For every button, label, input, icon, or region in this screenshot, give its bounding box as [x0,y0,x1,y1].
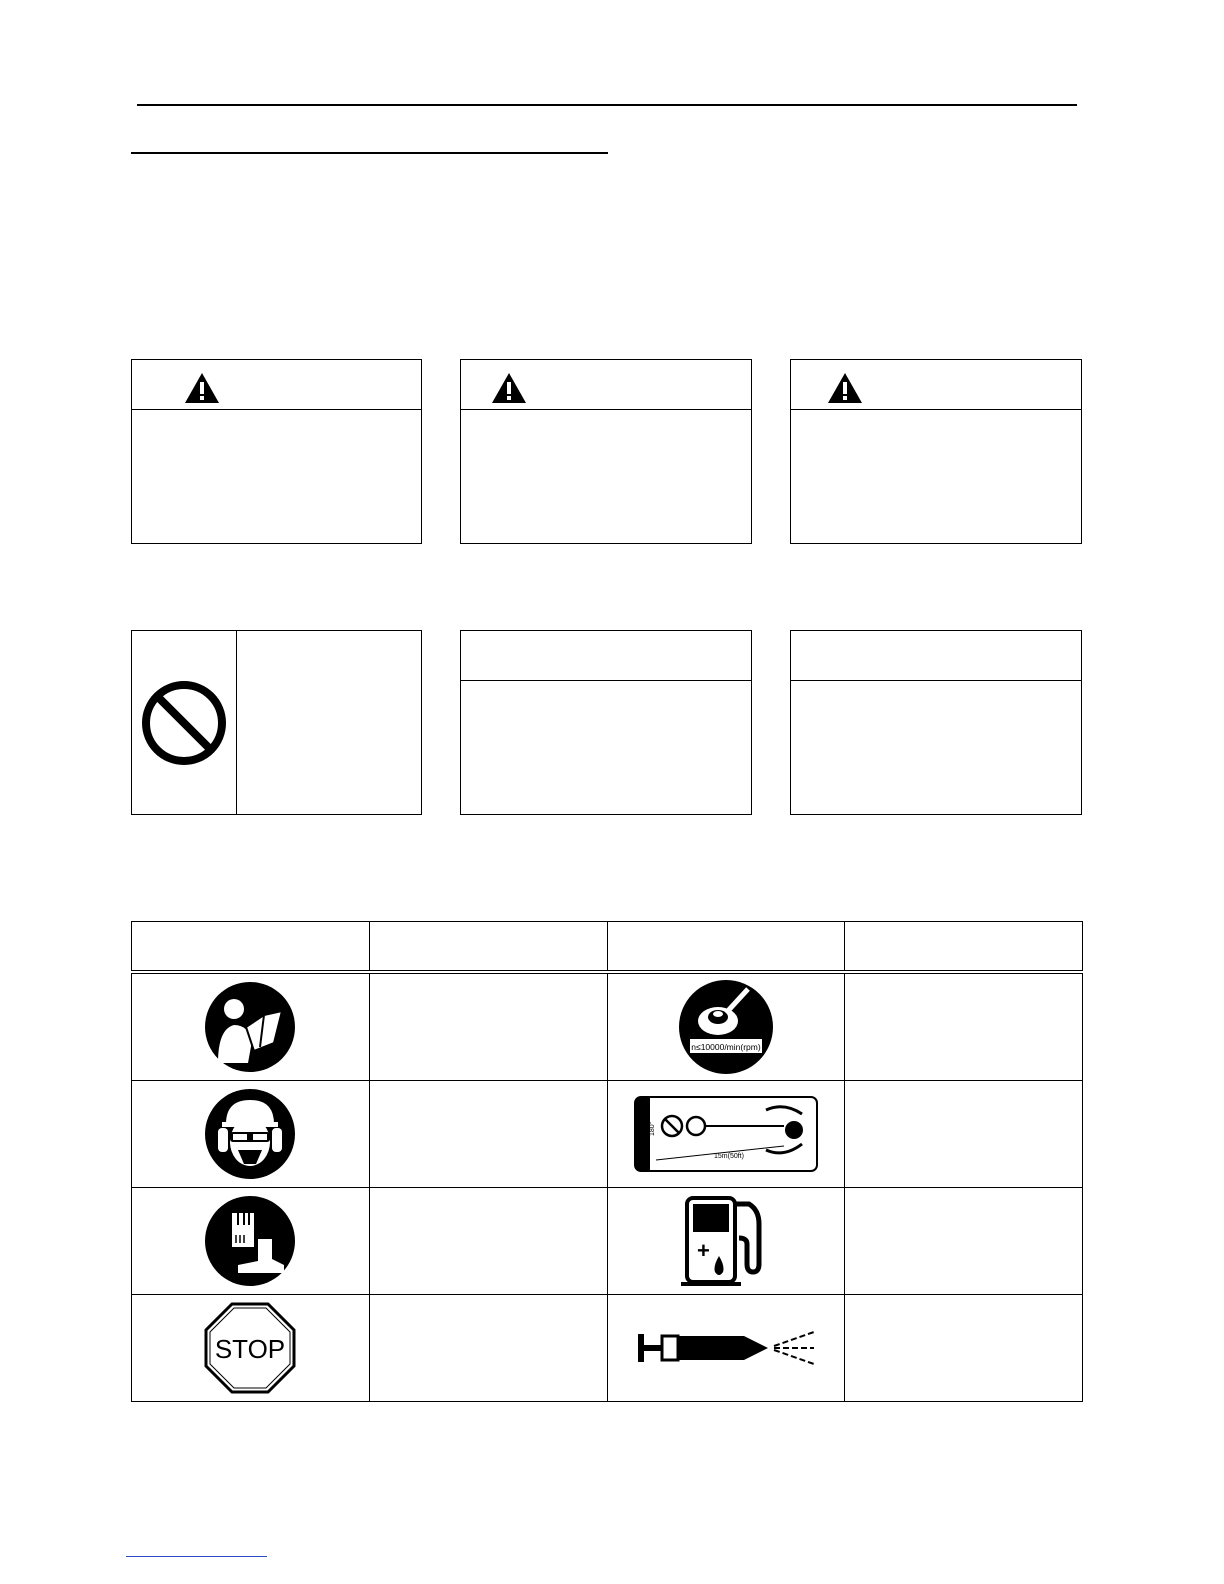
warning-triangle-icon [827,372,863,404]
prohibition-icon-cell [132,631,237,814]
read-manual-icon [204,981,296,1073]
symbol-cell [132,972,370,1081]
stop-sign-icon [204,1302,296,1394]
prohibition-box [131,630,422,815]
note-box-header [791,631,1081,681]
warning-box-header [791,360,1081,410]
description-cell [369,972,607,1081]
warning-box-body [791,410,1081,543]
safe-distance-label: 15m(50ft) [713,1153,744,1160]
table-row [132,1081,1083,1188]
table-row [132,1188,1083,1295]
footer-link-underline [126,1556,267,1557]
description-cell [845,1295,1083,1402]
table-row [132,972,1083,1081]
description-cell [845,972,1083,1081]
stop-label: STOP [215,1334,286,1364]
description-cell [845,1081,1083,1188]
description-cell [369,1081,607,1188]
header-cell [369,922,607,973]
note-box-body [791,681,1081,814]
symbol-cell [607,1188,845,1295]
symbol-cell [132,1188,370,1295]
svg-text:+: + [696,1238,710,1263]
symbol-cell [132,1081,370,1188]
warning-box-body [132,410,421,543]
description-cell [845,1188,1083,1295]
description-cell [369,1295,607,1402]
warning-box-body [461,410,751,543]
warning-box-2 [460,359,752,544]
note-box-2 [790,630,1082,815]
warning-box-header [461,360,751,410]
blade-speed-label: n≤10000/min(rpm) [691,1042,761,1052]
note-box-header [461,631,751,681]
section-title-underline [131,152,608,154]
warning-box-1 [131,359,422,544]
prohibition-icon [140,679,228,767]
blade-speed-icon [678,979,774,1075]
note-box-1 [460,630,752,815]
gloves-boots-icon [204,1195,296,1287]
warning-triangle-icon [184,372,220,404]
safe-distance-icon [634,1096,818,1172]
symbol-cell [607,1295,845,1402]
header-cell [845,922,1083,973]
symbol-cell [607,1081,845,1188]
symbol-table-header [132,922,1083,973]
safe-distance-angle: 180° [648,1121,656,1136]
warning-box-header [132,360,421,410]
warning-box-3 [790,359,1082,544]
syringe-injection-icon [634,1328,818,1368]
symbol-table [131,921,1083,1402]
head-eye-ear-protection-icon [204,1088,296,1180]
table-row [132,1295,1083,1402]
description-cell [369,1188,607,1295]
symbol-cell [132,1295,370,1402]
note-box-body [461,681,751,814]
header-rule [137,104,1077,106]
fuel-pump-icon [679,1194,773,1288]
warning-triangle-icon [491,372,527,404]
header-cell [607,922,845,973]
header-cell [132,922,370,973]
symbol-cell [607,972,845,1081]
